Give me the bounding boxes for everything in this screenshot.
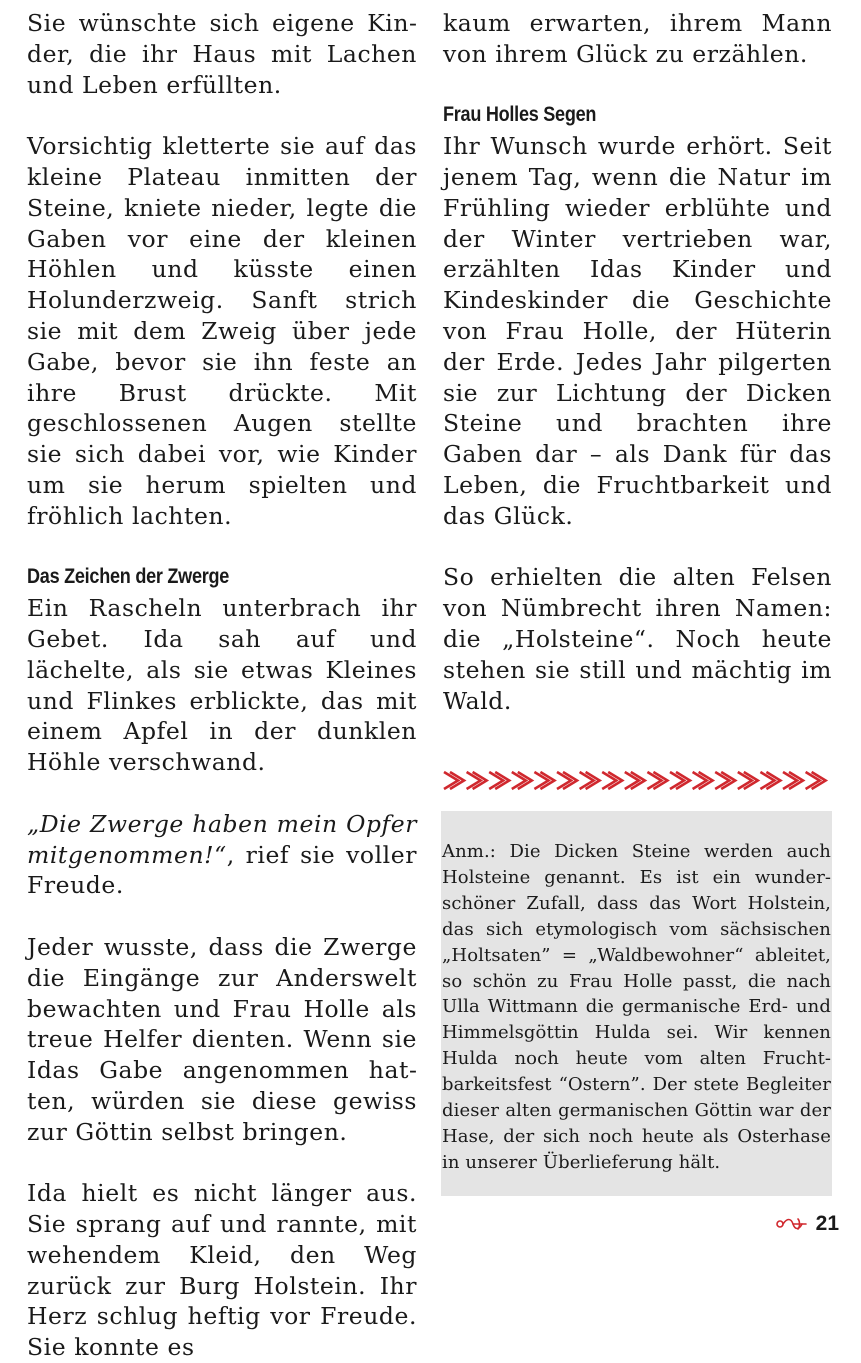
paragraph: Ihr Wunsch wurde erhört. Seit jenem Tag, wenn die Natur im Frühling wieder erblühte und der Winter vertrieben war, erzählten Idas Kinder und Kindeskinder die Geschichte von Frau Holle, der Hüterin der Erde. Jedes Jahr pilgerten sie zur Lichtung der Dicken Steine und brachten ihre Gaben dar – als Dank für das Leben, die Fruchtbarkeit und das Glück. — [443, 132, 832, 530]
chevron-divider-icon — [442, 768, 834, 798]
left-column — [27, 8, 417, 1363]
quote-text: „Die Zwerge haben mein Opfer mitgenommen!“ — [27, 809, 417, 869]
quote-paragraph — [27, 809, 417, 901]
paragraph: Vorsichtig kletterte sie auf das kleine Plateau inmitten der Steine, kniete nieder, legte die Gaben vor eine der kleinen Höhlen und küsste einen Holunderzweig. Sanft strich sie mit dem Zweig über jede Gabe, bevor sie ihn feste an ihre Brust drückte. Mit geschlossenen Augen stellte sie sich dabei vor, wie Kinder um sie herum spielten und fröhlich lachten. — [27, 132, 417, 530]
note-text: Anm.: Die Dicken Steine werden auch Holsteine genannt. Es ist ein wunderschöner Zufall, dass das Wort Holstein, das sich etymologisch vom sächsischen „Holtsaten” = „Waldbewohner“ ableitet, so schön zu Frau Holle passt, die nach Ulla Wittmann die germanische Erd- und Himmelsgöttin Hulda sei. Wir kennen Hulda noch heute vom alten Fruchtbarkeitsfest “Ostern”. Der stete Begleiter dieser alten germanischen Göttin war der Hase, der sich noch heute als Osterhase in unserer Überlieferung hält. — [442, 841, 831, 1173]
page-number: 21 — [815, 1212, 839, 1235]
flourish-icon — [774, 1213, 808, 1235]
paragraph: Ein Rascheln unterbrach ihr Gebet. Ida sah auf und lächelte, als sie etwas Kleines und Flinkes erblickte, das mit einem Apfel in der dunklen Höhle verschwand. — [27, 594, 417, 777]
page-footer — [774, 1212, 839, 1236]
paragraph: Sie wünschte sich eigene Kinder, die ihr Haus mit Lachen und Leben erfüllten. — [27, 9, 417, 99]
paragraph: Ida hielt es nicht länger aus. Sie sprang auf und rannte, mit wehendem Kleid, den Weg zurück zur Burg Holstein. Ihr Herz schlug heftig vor Freude. Sie konnte es — [27, 1179, 417, 1362]
paragraph: Jeder wusste, dass die Zwerge die Eingänge zur Anderswelt bewachten und Frau Holle als treue Helfer dienten. Wenn sie Idas Gabe angenommen hatten, würden sie diese gewiss zur Göttin selbst bringen. — [27, 932, 417, 1146]
right-column — [443, 8, 832, 716]
section-heading: Das Zeichen der Zwerge — [27, 565, 230, 589]
quote-suffix: , rief sie voller Freude. — [27, 840, 417, 900]
section-heading: Frau Holles Segen — [443, 103, 597, 127]
paragraph: So erhielten die alten Felsen von Nümbrecht ihren Namen: die „Holsteine“. Noch heute stehen sie still und mächtig im Wald. — [443, 563, 832, 715]
paragraph: kaum erwarten, ihrem Mann von ihrem Glück zu erzählen. — [443, 9, 832, 68]
